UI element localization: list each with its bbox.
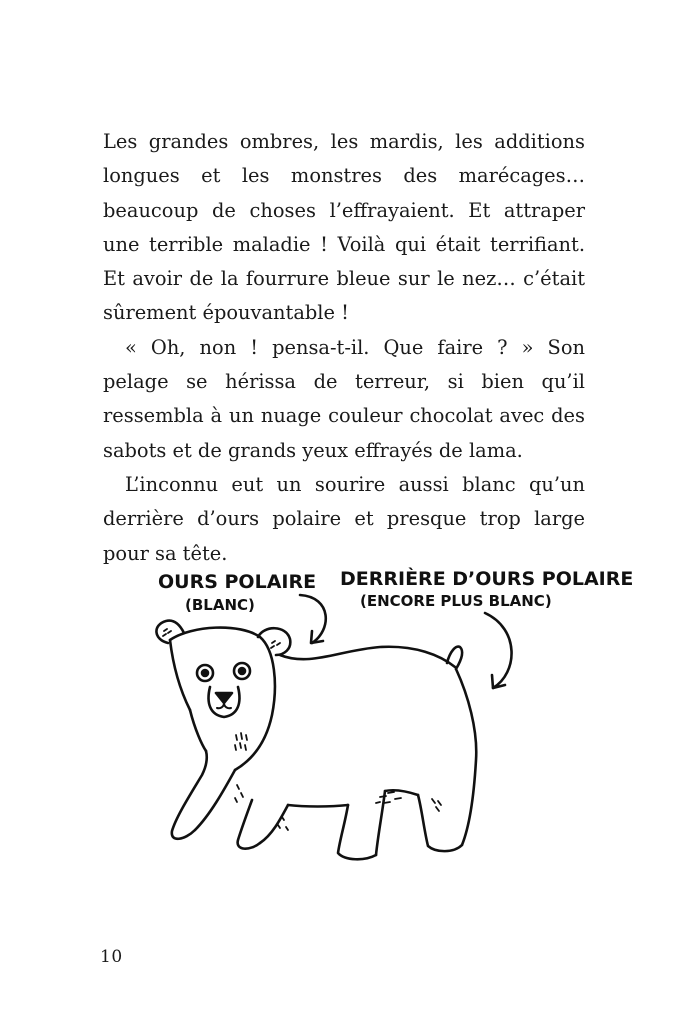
label-derriere-ours-polaire: DERRIÈRE D’OURS POLAIRE [340,568,634,590]
label-encore-plus-blanc: (ENCORE PLUS BLANC) [360,592,552,610]
polar-bear-drawing [156,621,476,860]
label-ours-polaire: OURS POLAIRE [158,571,317,593]
label-blanc: (BLANC) [185,596,255,614]
paragraph-2: « Oh, non ! pensa-t-il. Que faire ? » Son pelage se hérissa de terreur, si bien qu’il ressembla à un nuage couleur chocolat avec des sabots et de grands yeux effrayés de lama. [103,335,585,462]
bear-back [280,647,455,667]
body-text [103,125,585,571]
page-number: 10 [100,947,123,967]
paragraph-3: L’inconnu eut un sourire aussi blanc qu’un derrière d’ours polaire et presque trop large pour sa tête. [103,472,585,565]
polar-bear-illustration [140,555,634,885]
bear-nose-icon [216,693,232,703]
arrow-right-icon [485,613,512,688]
arrow-left-icon [300,595,326,643]
paragraph-1: Les grandes ombres, les mardis, les additions longues et les monstres des marécages… beaucoup de choses l’effrayaient. Et attraper une terrible maladie ! Voilà qui était terrifiant. Et avoir de la fourrure bleue sur le nez… c’était sûrement épouvantable ! [103,130,585,325]
